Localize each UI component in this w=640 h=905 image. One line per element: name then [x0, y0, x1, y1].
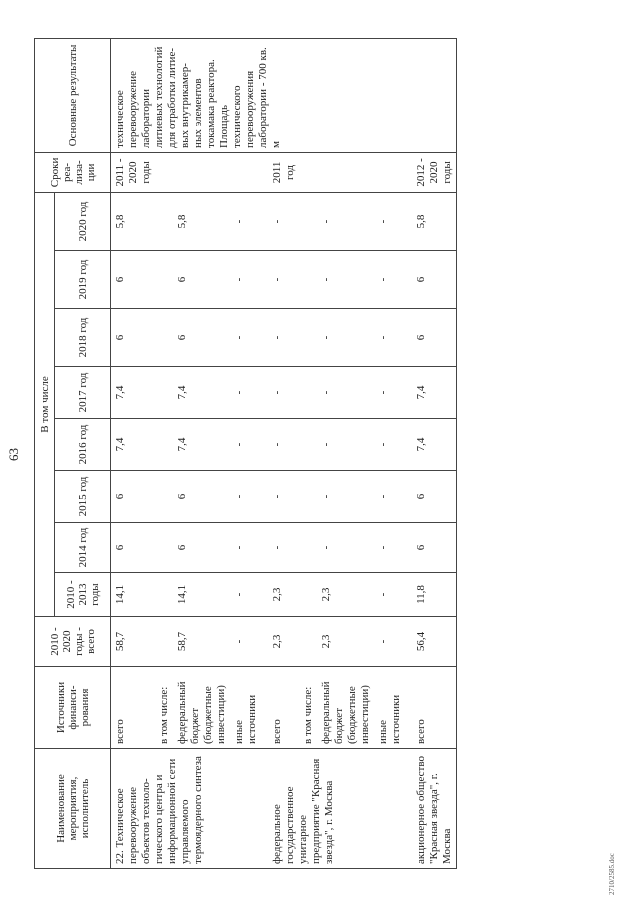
cell-name: федеральное государственное унитарное предприятие "Красная звезда", г. Москва: [261, 749, 405, 869]
cell-2016: [299, 419, 317, 471]
cell-2019: -: [374, 251, 405, 309]
cell-2018: -: [261, 309, 299, 367]
cell-2017: 7,4: [173, 367, 230, 419]
table-row: [317, 38, 374, 868]
table-row: [173, 38, 230, 868]
cell-terms: [155, 152, 173, 192]
cell-total: [299, 617, 317, 667]
table-row: [230, 38, 261, 868]
table-row: [374, 38, 405, 868]
cell-total: -: [230, 617, 261, 667]
cell-2014: 6: [111, 523, 156, 573]
header-total: 2010 - 2020 годы - всего: [35, 617, 111, 667]
cell-terms: [230, 152, 261, 192]
cell-terms: [317, 152, 374, 192]
cell-2016: 7,4: [111, 419, 156, 471]
cell-2010-2013: 14,1: [111, 573, 156, 617]
cell-2014: -: [374, 523, 405, 573]
header-2019: 2019 год: [55, 251, 111, 309]
cell-2016: -: [261, 419, 299, 471]
cell-name: 22. Техническое перевооружение объектов техноло- гического центра и информационной сети управляемого термоядерного синтеза: [111, 749, 262, 869]
table-row: [299, 38, 317, 868]
header-results: Основные результаты: [35, 38, 111, 152]
cell-2010-2013: 11,8: [405, 573, 457, 617]
header-name: Наименование мероприятия, исполнитель: [35, 749, 111, 869]
cell-2017: 7,4: [405, 367, 457, 419]
cell-name: акционерное общество "Красная звезда", г. Москва: [405, 749, 457, 869]
header-2020: 2020 год: [55, 192, 111, 250]
cell-source: всего: [111, 667, 156, 749]
cell-source: иные источники: [374, 667, 405, 749]
table-row: [261, 38, 299, 868]
cell-2018: -: [374, 309, 405, 367]
cell-2015: -: [317, 471, 374, 523]
cell-2018: 6: [405, 309, 457, 367]
cell-2010-2013: [155, 573, 173, 617]
cell-2015: -: [374, 471, 405, 523]
cell-2020: 5,8: [173, 192, 230, 250]
header-sources: Источники финанси- рования: [35, 667, 111, 749]
cell-2018: -: [230, 309, 261, 367]
cell-2018: 6: [173, 309, 230, 367]
cell-2017: -: [261, 367, 299, 419]
cell-2019: 6: [173, 251, 230, 309]
cell-2017: -: [317, 367, 374, 419]
cell-2018: 6: [111, 309, 156, 367]
cell-source: всего: [405, 667, 457, 749]
cell-2016: -: [317, 419, 374, 471]
cell-2020: -: [317, 192, 374, 250]
footer-filename: 2710/2585.doc: [608, 853, 616, 895]
cell-source: в том числе:: [299, 667, 317, 749]
cell-2019: [155, 251, 173, 309]
cell-results: [405, 38, 457, 152]
cell-2019: 6: [405, 251, 457, 309]
cell-2015: 6: [173, 471, 230, 523]
cell-terms: 2012 - 2020 годы: [405, 152, 457, 192]
cell-total: 2,3: [317, 617, 374, 667]
cell-2017: -: [230, 367, 261, 419]
cell-2018: [155, 309, 173, 367]
cell-2017: 7,4: [111, 367, 156, 419]
cell-2010-2013: [299, 573, 317, 617]
cell-2015: [155, 471, 173, 523]
header-2016: 2016 год: [55, 419, 111, 471]
cell-2016: 7,4: [173, 419, 230, 471]
cell-2019: 6: [111, 251, 156, 309]
cell-2020: [155, 192, 173, 250]
cell-2015: 6: [111, 471, 156, 523]
cell-terms: [299, 152, 317, 192]
header-terms: Сроки реа- лиза- ции: [35, 152, 111, 192]
table-row: [155, 38, 173, 868]
table-row: [111, 38, 156, 868]
cell-2016: -: [230, 419, 261, 471]
cell-2017: [155, 367, 173, 419]
cell-2010-2013: 2,3: [317, 573, 374, 617]
header-in-that-number: В том числе: [35, 192, 55, 616]
cell-2015: -: [230, 471, 261, 523]
page-number: 63: [6, 448, 21, 461]
cell-2017: -: [374, 367, 405, 419]
cell-2015: [299, 471, 317, 523]
cell-2014: -: [261, 523, 299, 573]
cell-2014: 6: [405, 523, 457, 573]
cell-source: иные источники: [230, 667, 261, 749]
cell-source: в том числе:: [155, 667, 173, 749]
cell-2015: 6: [405, 471, 457, 523]
cell-total: -: [374, 617, 405, 667]
cell-2014: -: [317, 523, 374, 573]
cell-2016: -: [374, 419, 405, 471]
cell-2010-2013: -: [230, 573, 261, 617]
cell-2019: -: [261, 251, 299, 309]
header-2017: 2017 год: [55, 367, 111, 419]
cell-terms: 2011 год: [261, 152, 299, 192]
table-row: [405, 38, 457, 868]
cell-source: федеральный бюджет (бюджетные инвестиции): [317, 667, 374, 749]
cell-2016: [155, 419, 173, 471]
cell-total: [155, 617, 173, 667]
cell-2019: [299, 251, 317, 309]
cell-2018: [299, 309, 317, 367]
cell-terms: [374, 152, 405, 192]
cell-2020: -: [374, 192, 405, 250]
cell-2020: 5,8: [111, 192, 156, 250]
header-2018: 2018 год: [55, 309, 111, 367]
cell-2014: 6: [173, 523, 230, 573]
cell-total: 58,7: [111, 617, 156, 667]
cell-2015: -: [261, 471, 299, 523]
cell-total: 56,4: [405, 617, 457, 667]
cell-total: 2,3: [261, 617, 299, 667]
cell-source: федеральный бюджет (бюджетные инвестиции): [173, 667, 230, 749]
cell-2014: -: [230, 523, 261, 573]
cell-2020: -: [261, 192, 299, 250]
cell-2010-2013: 2,3: [261, 573, 299, 617]
header-2014: 2014 год: [55, 523, 111, 573]
cell-source: всего: [261, 667, 299, 749]
cell-2017: [299, 367, 317, 419]
cell-2010-2013: 14,1: [173, 573, 230, 617]
cell-terms: 2011 - 2020 годы: [111, 152, 156, 192]
cell-2020: 5,8: [405, 192, 457, 250]
cell-2020: -: [230, 192, 261, 250]
cell-results: техническое перевооружение лаборатории литиевых технологий для отработки литие- вых внутрикамер- ных элементов токамака реактора. Площадь технического перевооружения лаборатории - 700 кв. м: [111, 38, 406, 152]
cell-2014: [155, 523, 173, 573]
cell-2016: 7,4: [405, 419, 457, 471]
cell-2020: [299, 192, 317, 250]
financing-table: [34, 38, 457, 869]
cell-total: 58,7: [173, 617, 230, 667]
header-2010-2013: 2010 - 2013 годы: [55, 573, 111, 617]
header-2015: 2015 год: [55, 471, 111, 523]
cell-terms: [173, 152, 230, 192]
cell-2018: -: [317, 309, 374, 367]
cell-2019: -: [317, 251, 374, 309]
cell-2014: [299, 523, 317, 573]
cell-2010-2013: -: [374, 573, 405, 617]
cell-2019: -: [230, 251, 261, 309]
